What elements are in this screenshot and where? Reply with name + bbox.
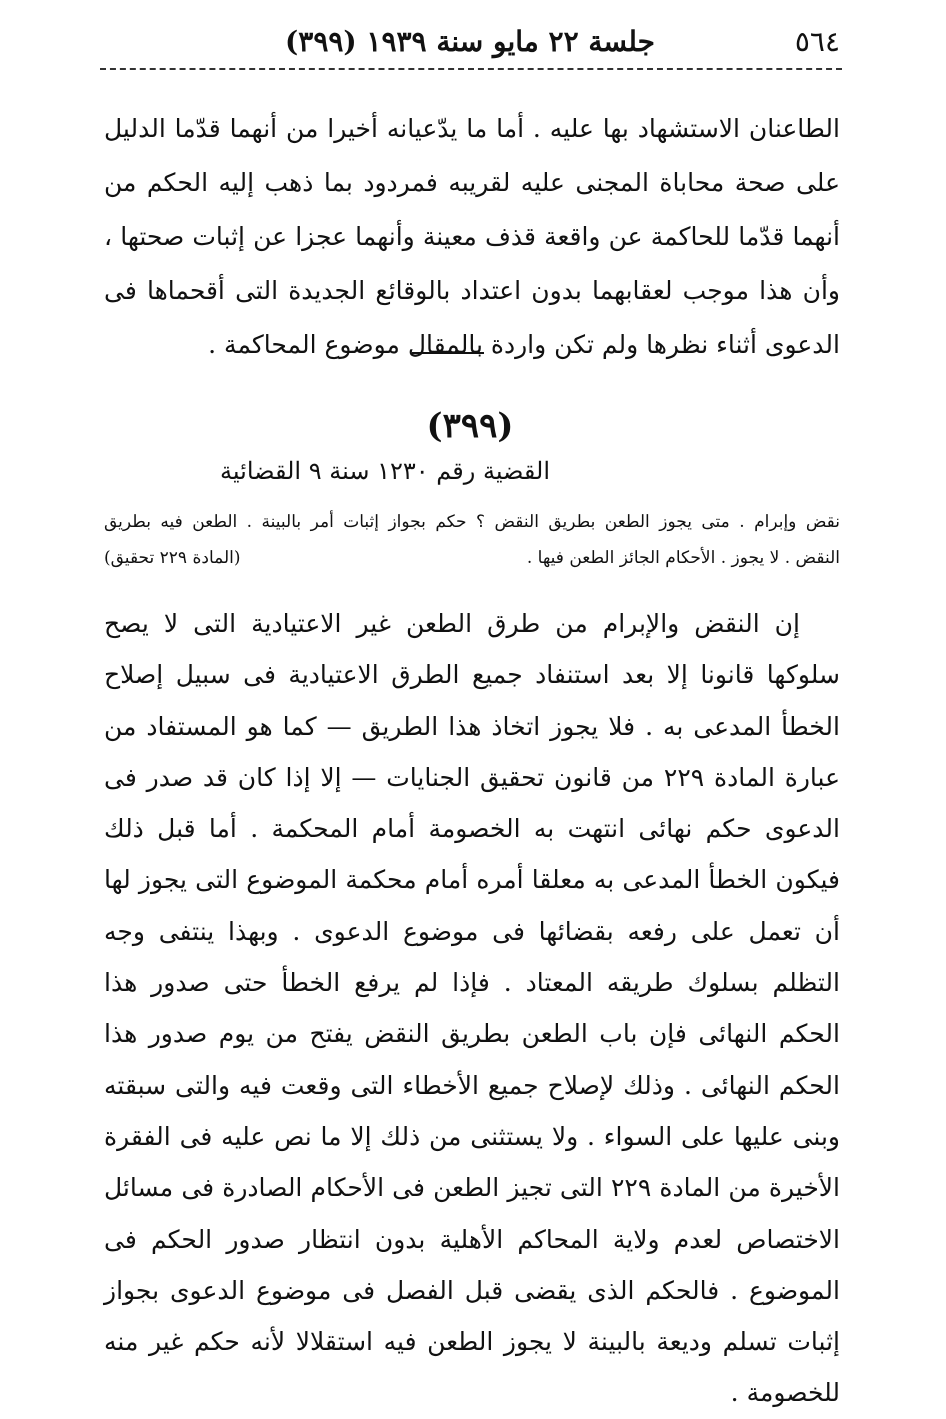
page-number: ٥٦٤ <box>794 25 840 58</box>
case-title: القضية رقم ١٢٣٠ سنة ٩ القضائية <box>220 457 550 485</box>
header-rule <box>100 68 842 70</box>
summary-line-2-text: النقض . لا يجوز . الأحكام الجائز الطعن فيها . <box>526 548 840 568</box>
case-number: (٣٩٩) <box>426 406 514 446</box>
page-header <box>100 22 840 62</box>
summary-reference: (المادة ٢٢٩ تحقيق) <box>104 548 241 568</box>
section-divider <box>412 352 484 354</box>
summary-line-2 <box>104 540 840 576</box>
case-body-paragraph: إن النقض والإبرام من طرق الطعن غير الاعتيادية التى لا يصح سلوكها قانونا إلا بعد استنفاد جميع الطرق الاعتيادية فى سبيل إصلاح الخطأ المدعى به . فلا يجوز اتخاذ هذا الطريق — كما هو المستفاد من عبارة المادة ٢٢٩ من قانون تحقيق الجنايات — إلا إذا كان قد صدر فى الدعوى حكم نهائى انتهت به الخصومة أمام المحكمة . أما قبل ذلك فيكون الخطأ المدعى به معلقا أمره أمام محكمة الموضوع التى يجوز لها أن تعمل على رفعه بقضائها فى موضوع الدعوى . وبهذا ينتفى وجه التظلم بسلوك طريقه المعتاد . فإذا لم يرفع الخطأ حتى صدور هذا الحكم النهائى فإن باب الطعن بطريق النقض يفتح من يوم صدور هذا الحكم النهائى . وذلك لإصلاح جميع الأخطاء التى وقعت فيه والتى سبقته وبنى عليها على السواء . ولا يستثنى من ذلك إلا ما نص عليه فى الفقرة الأخيرة من المادة ٢٢٩ التى تجيز الطعن فى الأحكام الصادرة فى مسائل الاختصاص لعدم ولاية المحاكم الأهلية بدون انتظار صدور الحكم فى الموضوع . فالحكم الذى يقضى قبل الفصل فى موضوع الدعوى بجواز إثبات تسلم وديعة بالبينة لا يجوز الطعن فيه استقلالا لأنه حكم غير منه للخصومة . <box>104 609 840 1408</box>
case-summary <box>104 504 840 576</box>
running-head: جلسة ٢٢ مايو سنة ١٩٣٩ (٣٩٩) <box>285 25 655 58</box>
summary-line-1: نقض وإبرام . متى يجوز الطعن بطريق النقض ؟ حكم بجواز إثبات أمر بالبينة . الطعن فيه بطريق <box>104 512 840 532</box>
previous-case-paragraph: الطاعنان الاستشهاد بها عليه . أما ما يدّعيانه أخيرا من أنهما قدّما الدليل على صحة محاباة المجنى عليه لقريبه فمردود بما ذهب إليه الحكم من أنهما قدّما للحاكمة عن واقعة قذف معينة وأنهما عجزا عن إثبات صحتها ، وأن هذا موجب لعقابهما بدون اعتداد بالوقائع الجديدة التى أقحماها فى الدعوى أثناء نظرها ولم تكن واردة بالمقال موضوع المحاكمة . <box>104 114 840 359</box>
